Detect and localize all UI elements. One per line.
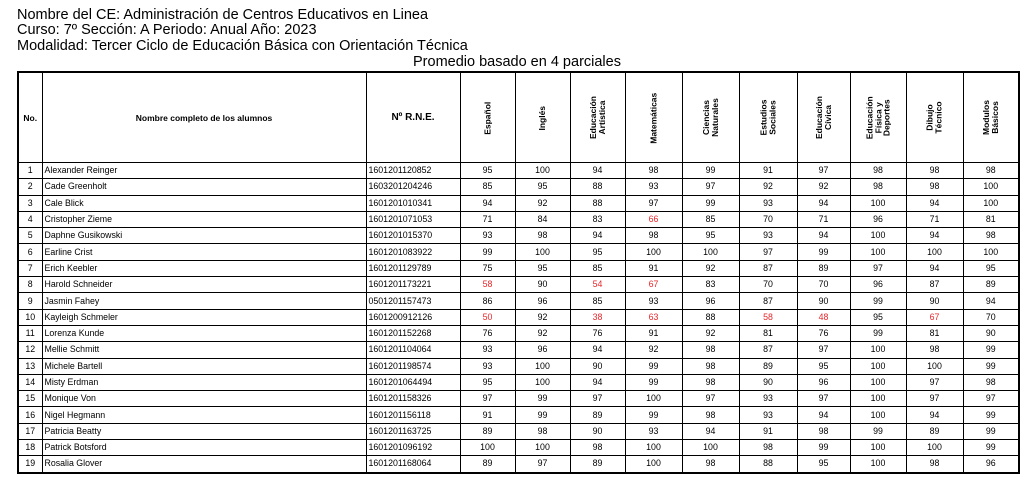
table-row: [18, 195, 1019, 211]
grade-cell: 99: [963, 358, 1019, 374]
grade-cell: 95: [963, 260, 1019, 276]
grade-cell: 93: [460, 342, 515, 358]
grade-cell: 100: [850, 374, 906, 390]
student-name: Monique Von: [42, 391, 366, 407]
subject-header: Inglés: [515, 72, 570, 163]
student-rne: 1601201064494: [366, 374, 460, 390]
row-number: 13: [18, 358, 42, 374]
grade-cell: 95: [515, 179, 570, 195]
grade-cell: 58: [460, 277, 515, 293]
grade-cell: 54: [570, 277, 625, 293]
student-rne: 1601201163725: [366, 423, 460, 439]
grade-cell: 95: [850, 309, 906, 325]
grade-cell: 98: [850, 179, 906, 195]
grade-cell: 99: [850, 293, 906, 309]
grade-cell: 100: [515, 244, 570, 260]
course-line: Curso: 7º Sección: A Periodo: Anual Año: 2023: [17, 22, 317, 38]
grade-cell: 87: [739, 260, 797, 276]
grade-cell: 100: [963, 195, 1019, 211]
grade-cell: 85: [460, 179, 515, 195]
grade-cell: 71: [460, 211, 515, 227]
grade-cell: 93: [460, 228, 515, 244]
grade-cell: 70: [739, 277, 797, 293]
grade-cell: 90: [570, 358, 625, 374]
grade-cell: 100: [850, 407, 906, 423]
student-rows: [18, 163, 1019, 473]
grade-cell: 92: [797, 179, 850, 195]
table-row: [18, 260, 1019, 276]
grade-cell: 96: [515, 293, 570, 309]
grade-cell: 98: [515, 228, 570, 244]
grade-cell: 95: [460, 163, 515, 179]
grade-cell: 70: [797, 277, 850, 293]
grade-cell: 90: [570, 423, 625, 439]
grade-cell: 99: [963, 423, 1019, 439]
grade-cell: 71: [906, 211, 963, 227]
grade-cell: 97: [906, 374, 963, 390]
table-row: [18, 391, 1019, 407]
table-row: [18, 293, 1019, 309]
row-number: 8: [18, 277, 42, 293]
grade-cell: 97: [625, 195, 682, 211]
grade-cell: 98: [739, 440, 797, 456]
table-row: [18, 228, 1019, 244]
student-name: Lorenza Kunde: [42, 325, 366, 341]
grade-cell: 50: [460, 309, 515, 325]
grade-cell: 97: [797, 163, 850, 179]
grade-cell: 96: [850, 277, 906, 293]
student-rne: 1601201129789: [366, 260, 460, 276]
grade-cell: 97: [963, 391, 1019, 407]
subject-header: Matemáticas: [625, 72, 682, 163]
grade-cell: 93: [739, 228, 797, 244]
subject-header: Español: [460, 72, 515, 163]
col-no-header: No.: [18, 72, 42, 163]
row-number: 11: [18, 325, 42, 341]
grade-cell: 98: [906, 456, 963, 473]
table-row: [18, 179, 1019, 195]
grade-cell: 98: [682, 342, 739, 358]
grade-cell: 99: [850, 325, 906, 341]
student-name: Cade Greenholt: [42, 179, 366, 195]
grade-cell: 87: [739, 342, 797, 358]
grade-cell: 100: [682, 244, 739, 260]
grade-cell: 100: [963, 179, 1019, 195]
subject-header: Educación Física y Deportes: [850, 72, 906, 163]
grade-cell: 94: [797, 228, 850, 244]
grade-cell: 100: [515, 358, 570, 374]
grade-cell: 95: [682, 228, 739, 244]
student-name: Earline Crist: [42, 244, 366, 260]
grade-cell: 94: [682, 423, 739, 439]
grade-cell: 97: [739, 244, 797, 260]
row-number: 4: [18, 211, 42, 227]
row-number: 1: [18, 163, 42, 179]
grade-cell: 90: [797, 293, 850, 309]
row-number: 7: [18, 260, 42, 276]
grade-cell: 90: [906, 293, 963, 309]
student-name: Jasmin Fahey: [42, 293, 366, 309]
row-number: 17: [18, 423, 42, 439]
student-rne: 1601201158326: [366, 391, 460, 407]
grade-cell: 99: [625, 374, 682, 390]
student-name: Erich Keebler: [42, 260, 366, 276]
modality-line: Modalidad: Tercer Ciclo de Educación Básica con Orientación Técnica: [17, 38, 468, 54]
row-number: 12: [18, 342, 42, 358]
grade-cell: 93: [625, 293, 682, 309]
grade-cell: 86: [460, 293, 515, 309]
grade-cell: 97: [682, 179, 739, 195]
grade-cell: 97: [906, 391, 963, 407]
grade-cell: 98: [906, 163, 963, 179]
grade-cell: 99: [963, 407, 1019, 423]
table-row: [18, 456, 1019, 473]
grade-cell: 92: [625, 342, 682, 358]
grade-cell: 83: [682, 277, 739, 293]
grade-cell: 100: [850, 358, 906, 374]
grade-cell: 89: [570, 407, 625, 423]
grade-cell: 99: [850, 423, 906, 439]
header-row: [18, 72, 1019, 163]
grade-cell: 67: [625, 277, 682, 293]
table-row: [18, 325, 1019, 341]
student-rne: 1603201204246: [366, 179, 460, 195]
grade-cell: 93: [460, 358, 515, 374]
subject-header: Dibujo Técnico: [906, 72, 963, 163]
grade-cell: 100: [850, 456, 906, 473]
table-row: [18, 407, 1019, 423]
grade-cell: 99: [963, 342, 1019, 358]
grade-cell: 89: [570, 456, 625, 473]
row-number: 14: [18, 374, 42, 390]
grade-cell: 96: [682, 293, 739, 309]
grade-cell: 88: [682, 309, 739, 325]
subject-header: Educación Cívica: [797, 72, 850, 163]
grade-cell: 98: [850, 163, 906, 179]
grade-cell: 100: [625, 391, 682, 407]
grades-table: [17, 71, 1020, 474]
grade-cell: 99: [963, 440, 1019, 456]
grade-cell: 91: [739, 423, 797, 439]
grade-cell: 85: [570, 260, 625, 276]
grade-cell: 48: [797, 309, 850, 325]
grade-cell: 92: [682, 325, 739, 341]
grade-cell: 98: [570, 440, 625, 456]
grade-cell: 96: [515, 342, 570, 358]
grade-cell: 98: [515, 423, 570, 439]
grade-cell: 87: [906, 277, 963, 293]
grade-cell: 98: [625, 163, 682, 179]
table-row: [18, 211, 1019, 227]
table-subtitle: Promedio basado en 4 parciales: [413, 54, 621, 70]
grade-cell: 99: [515, 391, 570, 407]
grade-cell: 81: [739, 325, 797, 341]
student-name: Kayleigh Schmeler: [42, 309, 366, 325]
grade-cell: 95: [797, 456, 850, 473]
grade-cell: 100: [460, 440, 515, 456]
grade-cell: 70: [963, 309, 1019, 325]
grade-cell: 94: [797, 407, 850, 423]
grade-cell: 66: [625, 211, 682, 227]
grade-cell: 99: [515, 407, 570, 423]
grade-cell: 90: [739, 374, 797, 390]
student-rne: 1601201010341: [366, 195, 460, 211]
student-name: Nigel Hegmann: [42, 407, 366, 423]
grade-cell: 76: [570, 325, 625, 341]
grade-cell: 92: [682, 260, 739, 276]
grade-cell: 83: [570, 211, 625, 227]
student-name: Mellie Schmitt: [42, 342, 366, 358]
subject-header: Ciencias Naturales: [682, 72, 739, 163]
grade-cell: 100: [850, 440, 906, 456]
row-number: 6: [18, 244, 42, 260]
student-name: Cale Blick: [42, 195, 366, 211]
student-rne: 1601201071053: [366, 211, 460, 227]
grade-cell: 85: [682, 211, 739, 227]
grade-cell: 99: [460, 244, 515, 260]
grade-cell: 98: [963, 163, 1019, 179]
grade-cell: 93: [625, 179, 682, 195]
student-name: Patrick Botsford: [42, 440, 366, 456]
grade-cell: 92: [739, 179, 797, 195]
grade-cell: 99: [797, 244, 850, 260]
student-rne: 1601201168064: [366, 456, 460, 473]
grade-cell: 98: [906, 179, 963, 195]
student-name: Daphne Gusikowski: [42, 228, 366, 244]
student-rne: 1601200912126: [366, 309, 460, 325]
grade-cell: 100: [906, 358, 963, 374]
grade-cell: 92: [515, 195, 570, 211]
grade-cell: 75: [460, 260, 515, 276]
table-row: [18, 423, 1019, 439]
grade-cell: 97: [570, 391, 625, 407]
row-number: 19: [18, 456, 42, 473]
grade-cell: 100: [850, 342, 906, 358]
grade-cell: 96: [963, 456, 1019, 473]
row-number: 5: [18, 228, 42, 244]
grade-cell: 100: [515, 374, 570, 390]
student-rne: 1601201015370: [366, 228, 460, 244]
grade-cell: 88: [739, 456, 797, 473]
student-rne: 1601201096192: [366, 440, 460, 456]
grade-cell: 98: [682, 456, 739, 473]
subject-header: Modulos Básicos: [963, 72, 1019, 163]
grade-cell: 100: [963, 244, 1019, 260]
grade-cell: 93: [739, 407, 797, 423]
grade-cell: 94: [570, 228, 625, 244]
grade-cell: 98: [625, 228, 682, 244]
grade-cell: 87: [739, 293, 797, 309]
grade-cell: 89: [460, 423, 515, 439]
grade-cell: 58: [739, 309, 797, 325]
table-row: [18, 342, 1019, 358]
grade-cell: 99: [682, 163, 739, 179]
grade-cell: 91: [625, 325, 682, 341]
grade-cell: 70: [739, 211, 797, 227]
grade-cell: 94: [963, 293, 1019, 309]
grade-cell: 100: [625, 440, 682, 456]
grade-cell: 98: [682, 358, 739, 374]
student-rne: 1601201152268: [366, 325, 460, 341]
grade-cell: 98: [797, 423, 850, 439]
student-name: Michele Bartell: [42, 358, 366, 374]
table-row: [18, 244, 1019, 260]
grade-cell: 94: [570, 163, 625, 179]
grade-cell: 94: [906, 260, 963, 276]
grade-cell: 99: [625, 407, 682, 423]
grade-cell: 95: [570, 244, 625, 260]
grade-cell: 67: [906, 309, 963, 325]
grade-cell: 97: [797, 391, 850, 407]
grade-cell: 91: [460, 407, 515, 423]
grade-cell: 100: [682, 440, 739, 456]
student-name: Cristopher Zieme: [42, 211, 366, 227]
row-number: 3: [18, 195, 42, 211]
grade-cell: 89: [460, 456, 515, 473]
grade-cell: 94: [797, 195, 850, 211]
grade-cell: 98: [682, 407, 739, 423]
grade-cell: 76: [797, 325, 850, 341]
grade-cell: 100: [625, 244, 682, 260]
grade-cell: 81: [906, 325, 963, 341]
student-name: Patricia Beatty: [42, 423, 366, 439]
grade-cell: 100: [625, 456, 682, 473]
grade-cell: 85: [570, 293, 625, 309]
grade-cell: 95: [797, 358, 850, 374]
grade-cell: 94: [906, 228, 963, 244]
grade-cell: 100: [850, 391, 906, 407]
grade-cell: 38: [570, 309, 625, 325]
table-row: [18, 440, 1019, 456]
table-row: [18, 358, 1019, 374]
row-number: 9: [18, 293, 42, 309]
table-row: [18, 374, 1019, 390]
grade-cell: 63: [625, 309, 682, 325]
grade-cell: 99: [797, 440, 850, 456]
table-row: [18, 309, 1019, 325]
grade-cell: 97: [515, 456, 570, 473]
grade-cell: 93: [739, 391, 797, 407]
grade-cell: 88: [570, 195, 625, 211]
grade-cell: 94: [906, 407, 963, 423]
grade-cell: 98: [906, 342, 963, 358]
grade-cell: 100: [850, 195, 906, 211]
grade-cell: 95: [515, 260, 570, 276]
student-name: Alexander Reinger: [42, 163, 366, 179]
grade-cell: 91: [625, 260, 682, 276]
grade-cell: 89: [906, 423, 963, 439]
col-name-header: Nombre completo de los alumnos: [42, 72, 366, 163]
table-row: [18, 163, 1019, 179]
grade-cell: 94: [570, 342, 625, 358]
grade-cell: 97: [850, 260, 906, 276]
grade-cell: 89: [739, 358, 797, 374]
grade-cell: 96: [850, 211, 906, 227]
grade-cell: 94: [906, 195, 963, 211]
subject-header: Estudios Sociales: [739, 72, 797, 163]
student-rne: 1601201156118: [366, 407, 460, 423]
grade-cell: 100: [906, 440, 963, 456]
grade-cell: 100: [515, 163, 570, 179]
table-row: [18, 277, 1019, 293]
grade-cell: 99: [682, 195, 739, 211]
grade-cell: 89: [963, 277, 1019, 293]
student-name: Misty Erdman: [42, 374, 366, 390]
student-rne: 0501201157473: [366, 293, 460, 309]
student-rne: 1601201198574: [366, 358, 460, 374]
student-rne: 1601201104064: [366, 342, 460, 358]
grade-cell: 94: [460, 195, 515, 211]
subject-header: Educación Artística: [570, 72, 625, 163]
grade-cell: 88: [570, 179, 625, 195]
grade-cell: 93: [739, 195, 797, 211]
grade-cell: 97: [797, 342, 850, 358]
grade-cell: 76: [460, 325, 515, 341]
grade-cell: 90: [963, 325, 1019, 341]
grade-cell: 98: [963, 228, 1019, 244]
student-rne: 1601201120852: [366, 163, 460, 179]
grade-cell: 93: [625, 423, 682, 439]
grade-cell: 92: [515, 325, 570, 341]
grade-cell: 71: [797, 211, 850, 227]
grade-cell: 94: [570, 374, 625, 390]
row-number: 2: [18, 179, 42, 195]
school-name-line: Nombre del CE: Administración de Centros Educativos en Linea: [17, 7, 429, 23]
col-rne-header: Nº R.N.E.: [366, 72, 460, 163]
grade-cell: 97: [682, 391, 739, 407]
grade-cell: 100: [850, 244, 906, 260]
grade-cell: 98: [682, 374, 739, 390]
grade-cell: 90: [515, 277, 570, 293]
grade-cell: 100: [850, 228, 906, 244]
grade-cell: 99: [625, 358, 682, 374]
grade-cell: 89: [797, 260, 850, 276]
row-number: 10: [18, 309, 42, 325]
grade-cell: 96: [797, 374, 850, 390]
grade-cell: 91: [739, 163, 797, 179]
grade-cell: 84: [515, 211, 570, 227]
grade-cell: 98: [963, 374, 1019, 390]
grade-cell: 92: [515, 309, 570, 325]
student-name: Rosalia Glover: [42, 456, 366, 473]
row-number: 18: [18, 440, 42, 456]
student-rne: 1601201173221: [366, 277, 460, 293]
row-number: 16: [18, 407, 42, 423]
grade-cell: 97: [460, 391, 515, 407]
grade-cell: 95: [460, 374, 515, 390]
grade-cell: 81: [963, 211, 1019, 227]
row-number: 15: [18, 391, 42, 407]
student-rne: 1601201083922: [366, 244, 460, 260]
grade-cell: 100: [906, 244, 963, 260]
grade-cell: 100: [515, 440, 570, 456]
student-name: Harold Schneider: [42, 277, 366, 293]
